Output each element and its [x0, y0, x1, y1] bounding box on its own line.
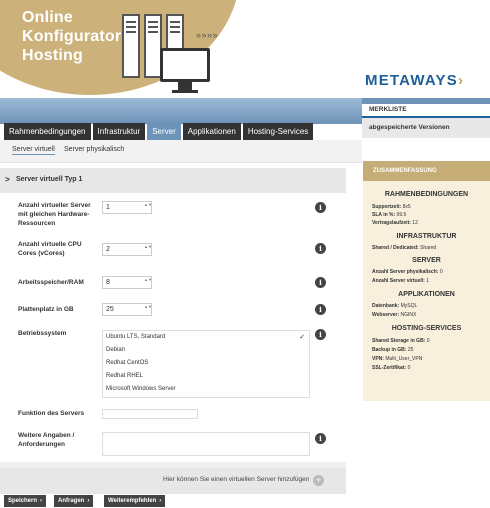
- chevron-right-icon: >: [5, 175, 10, 184]
- tab-server[interactable]: Server: [147, 123, 181, 140]
- header: [0, 0, 490, 98]
- summary-line: Webserver: NGINX: [372, 312, 417, 318]
- saved-versions-link[interactable]: abgespeicherte Versionen: [362, 118, 490, 138]
- title-line: Online: [22, 9, 73, 26]
- summary-header: ZUSAMMENFASSUNG: [363, 161, 490, 181]
- summary-panel: [363, 181, 490, 401]
- summary-line: SSL-Zertifikat: 0: [372, 365, 411, 371]
- spinner-arrows-icon[interactable]: ▲▼: [144, 244, 152, 249]
- info-icon[interactable]: i: [315, 304, 326, 315]
- spinner-arrows-icon[interactable]: ▲▼: [144, 277, 152, 282]
- add-server-row[interactable]: [0, 468, 346, 494]
- chevron-right-icon: ›: [87, 498, 90, 504]
- ram-stepper[interactable]: 8 ▲▼: [102, 276, 152, 289]
- vcores-stepper[interactable]: 2 ▲▼: [102, 243, 152, 256]
- monitor-icon: [160, 48, 210, 82]
- summary-line: SLA in %: 99.5: [372, 212, 407, 218]
- summary-section-title: INFRASTRUKTUR: [396, 233, 457, 240]
- field-label: Anzahl virtueller Server mit gleichen Hardware-Ressourcen: [18, 202, 91, 227]
- summary-section-title: HOSTING-SERVICES: [391, 325, 462, 332]
- disk-stepper[interactable]: 25 ▲▼: [102, 303, 152, 316]
- save-button[interactable]: Speichern ›: [4, 495, 46, 507]
- field-label: Weitere Angaben / Anforderungen: [18, 432, 75, 448]
- server-form: [0, 193, 346, 462]
- server-count-stepper[interactable]: 1 ▲▼: [102, 201, 152, 214]
- os-option[interactable]: Redhat CentOS: [106, 360, 149, 366]
- page-title: [22, 8, 121, 65]
- metaways-logo[interactable]: METAWAYS›: [365, 72, 465, 89]
- panel-header[interactable]: [0, 168, 346, 193]
- summary-line: Shared Storage in GB: 0: [372, 338, 430, 344]
- info-icon[interactable]: i: [315, 243, 326, 254]
- recommend-button[interactable]: Weiterempfehlen ›: [104, 495, 165, 507]
- check-icon: ✓: [299, 334, 305, 341]
- summary-section-title: SERVER: [412, 257, 441, 264]
- field-label: Arbeitsspeicher/RAM: [18, 279, 84, 286]
- spinner-arrows-icon[interactable]: ▲▼: [144, 304, 152, 309]
- field-label: Plattenplatz in GB: [18, 306, 74, 313]
- field-label: Betriebssystem: [18, 330, 67, 337]
- tab-rahmenbedingungen[interactable]: Rahmenbedingungen: [4, 123, 91, 140]
- subtab-server-physikalisch[interactable]: Server physikalisch: [64, 146, 125, 153]
- merkliste-header[interactable]: MERKLISTE: [362, 104, 490, 118]
- summary-line: Backup in GB: 25: [372, 347, 414, 353]
- info-icon[interactable]: i: [315, 277, 326, 288]
- nav-bar: [0, 98, 362, 124]
- tab-infrastruktur[interactable]: Infrastruktur: [93, 123, 146, 140]
- summary-line: Supportzeit: 8x5: [372, 204, 411, 210]
- os-option[interactable]: Debian: [106, 347, 126, 353]
- sub-tabs: [0, 140, 362, 163]
- tab-applikationen[interactable]: Applikationen: [183, 123, 241, 140]
- chevron-right-icon: ›: [159, 498, 162, 504]
- summary-line: Shared / Dedicated: Shared: [372, 245, 437, 251]
- title-line: Konfigurator: [22, 28, 122, 45]
- os-option[interactable]: Redhat RHEL: [106, 373, 144, 379]
- panel-title: Server virtuell Typ 1: [16, 176, 83, 183]
- info-icon[interactable]: i: [315, 329, 326, 340]
- chevron-right-icon: ›: [40, 498, 43, 504]
- summary-section-title: APPLIKATIONEN: [398, 291, 455, 298]
- plus-icon[interactable]: +: [313, 475, 324, 486]
- request-button[interactable]: Anfragen ›: [54, 495, 93, 507]
- info-icon[interactable]: i: [315, 202, 326, 213]
- os-option[interactable]: Microsoft Windows Server: [106, 386, 176, 392]
- info-icon[interactable]: i: [315, 433, 326, 444]
- field-label: Anzahl virtuelle CPU Cores (vCores): [18, 241, 82, 257]
- server-function-input[interactable]: [102, 409, 198, 419]
- os-option[interactable]: Ubuntu LTS, Standard ✓: [103, 331, 309, 344]
- field-label: Funktion des Servers: [18, 410, 85, 417]
- summary-line: Datenbank: MySQL: [372, 303, 418, 309]
- requirements-textarea[interactable]: [102, 432, 310, 456]
- main-tabs: [4, 123, 313, 140]
- summary-line: Anzahl Server virtuell: 1: [372, 278, 429, 284]
- add-server-label: Hier können Sie einen virtuellen Server hinzufügen: [163, 476, 310, 483]
- arrows-icon: » » » »: [196, 30, 217, 40]
- summary-line: VPN: Multi_User_VPN: [372, 356, 423, 362]
- title-line: Hosting: [22, 47, 83, 64]
- summary-section-title: RAHMENBEDINGUNGEN: [384, 191, 469, 198]
- summary-line: Vertragslaufzeit: 12: [372, 220, 418, 226]
- subtab-server-virtuell[interactable]: Server virtuell: [12, 146, 55, 153]
- server-config-panel: [0, 168, 346, 494]
- os-select-list[interactable]: [102, 330, 310, 398]
- summary-line: Anzahl Server physikalisch: 0: [372, 269, 443, 275]
- spinner-arrows-icon[interactable]: ▲▼: [144, 202, 152, 207]
- tab-hosting-services[interactable]: Hosting-Services: [243, 123, 313, 140]
